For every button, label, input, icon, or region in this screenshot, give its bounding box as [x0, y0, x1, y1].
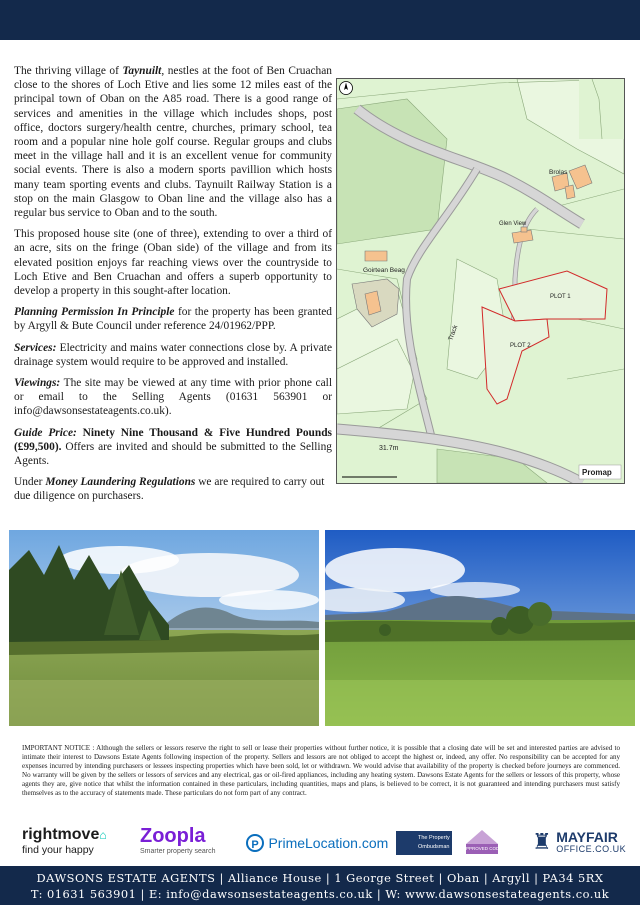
rightmove-logo[interactable]: rightmove⌂ find your happy [22, 826, 107, 856]
village-name: Taynuilt [122, 65, 162, 77]
map-label-elevation: 31.7m [379, 445, 399, 452]
mayfair-office-logo[interactable]: ♜ MAYFAIR OFFICE.CO.UK [532, 829, 627, 854]
primelocation-icon: P [246, 834, 264, 852]
services-heading: Services: [14, 341, 57, 354]
intro-paragraph: The thriving village of Taynuilt, nestles at the foot of Ben Cruachan close to the shores of Loch Etive and lies some 12 miles east of the principal town of Oban on the A85 road. There is a good range of services and amenities in the village which includes shops, post office, doctors surgery/health centre, churches, primary school, tea room and a popular nine hole golf course. Regular groups and clubs meet in the village hall and it is an excellent venue for community social events. There is also a modern sports pavillion which hosts many team sporting events and clubs. Taynuilt Railway Station is a stop on the main Glasgow to Oban line and the village also has a regular bus service to Oban and to the south. [14, 65, 333, 220]
map-label-plot1: PLOT 1 [550, 294, 571, 300]
money-laundering-paragraph: Under Money Laundering Regulations we are required to carry out due diligence on purchasers. [14, 476, 325, 503]
map-label-track: Track [447, 324, 460, 342]
footer-contact[interactable]: T: 01631 563901 | E: info@dawsonsestateagents.co.uk | W: www.dawsonsestateagents.co.uk [30, 887, 610, 901]
promap-logo: Promap [582, 468, 612, 477]
viewings-heading: Viewings: [14, 377, 61, 390]
photo-village-view [9, 530, 319, 726]
approved-code-logo[interactable]: APPROVED CODE [460, 828, 504, 858]
photo-countryside-view [325, 530, 635, 726]
building-icon: ♜ [532, 829, 552, 854]
description-column [14, 64, 332, 511]
primelocation-logo[interactable]: P PrimeLocation.com [246, 834, 388, 852]
important-notice: IMPORTANT NOTICE : Although the sellers or lessors reserve the right to sell or lease their properties without further notice, it is possible that a closing date will be set and interested parties are advised to intimate their interest to Dawsons Estate Agents following inspection of the property. Sellers and lessors are not obliged to accept the highest or, indeed, any offer. No responsibility can be accepted for any expenses incurred by intending purchasers or lessees inspecting properties which have been sold, let or withdrawn. We would advise that availability of the property is checked before journeys are commenced. No warranty will be given by the sellers or lessors of services and any electrical, gas or oil-fired appliances, including any heating system. Dawsons Estate Agents for the sellers or lessors of this property, whose agents they are, give notice that whilst the information contained in these particulars, including quantities, maps and plans, is believed to be correct, it is not guaranteed and intending purchasers must satisfy themselves as to the accuracy of statements made. These particulars do not form part of any contract. [22, 744, 620, 798]
property-ombudsman-logo[interactable]: The Property Ombudsman [396, 831, 452, 855]
north-arrow-icon [340, 82, 353, 95]
map-label-goirtean-beag: Goirtean Beag [363, 267, 405, 274]
planning-heading: Planning Permission In Principle [14, 306, 175, 319]
top-banner [0, 0, 640, 40]
site-paragraph: This proposed house site (one of three), extending to over a third of an acre, sits on the fringe (Oban side) of the village and from its elevated position enjoys far reaching views over the countryside to Loch Etive and Ben Cruachan and offers a superb opportunity to develop a property in this sought-after location. [14, 228, 332, 298]
footer-address: DAWSONS ESTATE AGENTS | Alliance House | 1 George Street | Oban | Argyll | PA34 5RX [36, 871, 604, 885]
guide-heading: Guide Price: [14, 426, 77, 439]
map-label-brolas: Brolas [549, 169, 568, 176]
planning-paragraph: Planning Permission In Principle for the property has been granted by Argyll & Bute Council under reference 24/01962/PPP. [14, 306, 332, 333]
agent-footer [0, 866, 640, 905]
map-label-glen-view: Glen View [499, 221, 527, 227]
map-label-plot2: PLOT 2 [510, 343, 531, 349]
zoopla-logo[interactable]: Zoopla Smarter property search [140, 825, 216, 855]
partner-logos [0, 826, 640, 866]
approved-code-icon [460, 828, 504, 858]
home-icon: ⌂ [99, 828, 107, 842]
guide-price-value: Ninety Nine Thousand & Five Hundred Pounds (£99,500). [14, 426, 332, 453]
services-paragraph: Services: Electricity and mains water connections close by. A private drainage system would require to be approved and installed. [14, 341, 332, 368]
site-plan-map [336, 78, 625, 484]
viewings-paragraph: Viewings: The site may be viewed at any time with prior phone call or email to the Selling Agents (01631 563901 or info@dawsonsestateagents.co.uk). [14, 377, 332, 418]
guide-price-paragraph: Guide Price: Ninety Nine Thousand & Five Hundred Pounds (£99,500). Offers are invited and should be submitted to the Selling Agents. [14, 426, 332, 468]
money-laundering-heading: Money Laundering Regulations [45, 476, 196, 489]
